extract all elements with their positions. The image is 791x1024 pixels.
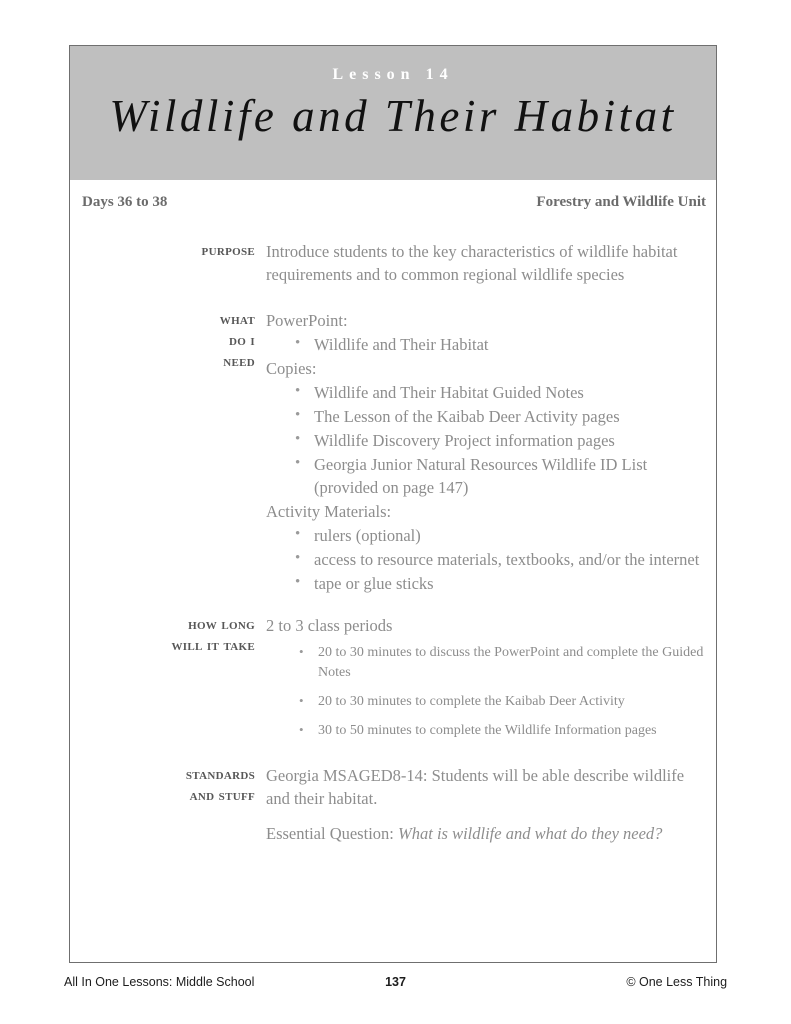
- list-item: • tape or glue sticks: [266, 572, 708, 595]
- lesson-title: Wildlife and Their Habitat: [109, 91, 677, 141]
- powerpoint-heading: PowerPoint:: [266, 311, 348, 330]
- label-line-need: need: [223, 353, 255, 370]
- list-item: • 20 to 30 minutes to discuss the PowerPoint and complete the Guided Notes: [266, 643, 708, 683]
- list-item: • Wildlife and Their Habitat: [266, 333, 708, 356]
- standard-text: Georgia MSAGED8-14: Students will be able describe wildlife and their habitat.: [266, 766, 685, 808]
- copies-list: [266, 381, 708, 499]
- label-line-will-it-take: will it take: [171, 637, 255, 654]
- lesson-header-band: [70, 46, 716, 180]
- how-long-list: [266, 643, 708, 741]
- footer-copyright: © One Less Thing: [626, 975, 728, 989]
- copies-heading: Copies:: [266, 359, 317, 378]
- label-line-what: what: [219, 311, 255, 328]
- list-item: • Wildlife and Their Habitat Guided Notes: [266, 381, 708, 404]
- page-footer: [64, 975, 727, 989]
- section-standards-label: [70, 764, 266, 806]
- section-purpose-body: [266, 240, 716, 287]
- label-line-standards: standards: [185, 766, 255, 783]
- content-frame: [69, 45, 717, 963]
- section-what-do-i-need-body: [266, 309, 716, 596]
- lesson-sections: [70, 240, 716, 860]
- essential-question-block: [266, 822, 708, 845]
- lesson-days: Days 36 to 38: [82, 194, 168, 210]
- list-item: • access to resource materials, textbooks, and/or the internet: [266, 548, 708, 571]
- label-line-how-long: how long: [188, 616, 255, 633]
- section-purpose-label-line: purpose: [201, 242, 255, 259]
- purpose-text: Introduce students to the key characteristics of wildlife habitat requirements and to common regional wildlife species: [266, 242, 678, 284]
- list-item: • rulers (optional): [266, 524, 708, 547]
- footer-series-title: All In One Lessons: Middle School: [64, 975, 255, 989]
- label-line-do-i: do i: [229, 332, 255, 349]
- section-purpose-label: [70, 240, 266, 261]
- lesson-meta-row: [82, 194, 706, 211]
- section-how-long-body: [266, 614, 716, 750]
- section-standards: [70, 764, 716, 846]
- section-standards-body: [266, 764, 716, 846]
- section-purpose: [70, 240, 716, 287]
- powerpoint-list: [266, 333, 708, 356]
- lesson-number-label: Lesson 14: [332, 66, 454, 83]
- section-how-long-label: [70, 614, 266, 656]
- list-item: • Georgia Junior Natural Resources Wildlife ID List (provided on page 147): [266, 453, 708, 499]
- activity-materials-list: [266, 524, 708, 595]
- footer-page-number: 137: [385, 975, 406, 989]
- list-item: • The Lesson of the Kaibab Deer Activity pages: [266, 405, 708, 428]
- list-item: • 30 to 50 minutes to complete the Wildlife Information pages: [266, 721, 708, 741]
- how-long-summary: 2 to 3 class periods: [266, 616, 393, 635]
- lesson-unit: Forestry and Wildlife Unit: [536, 194, 706, 210]
- section-how-long: [70, 614, 716, 750]
- section-what-do-i-need: [70, 309, 716, 596]
- label-line-and-stuff: and stuff: [189, 787, 255, 804]
- essential-question-text: What is wildlife and what do they need?: [397, 824, 663, 843]
- list-item: • 20 to 30 minutes to complete the Kaibab Deer Activity: [266, 692, 708, 712]
- activity-materials-heading: Activity Materials:: [266, 502, 392, 521]
- essential-question-label: Essential Question:: [266, 824, 394, 843]
- section-what-do-i-need-label: [70, 309, 266, 372]
- list-item: • Wildlife Discovery Project information pages: [266, 429, 708, 452]
